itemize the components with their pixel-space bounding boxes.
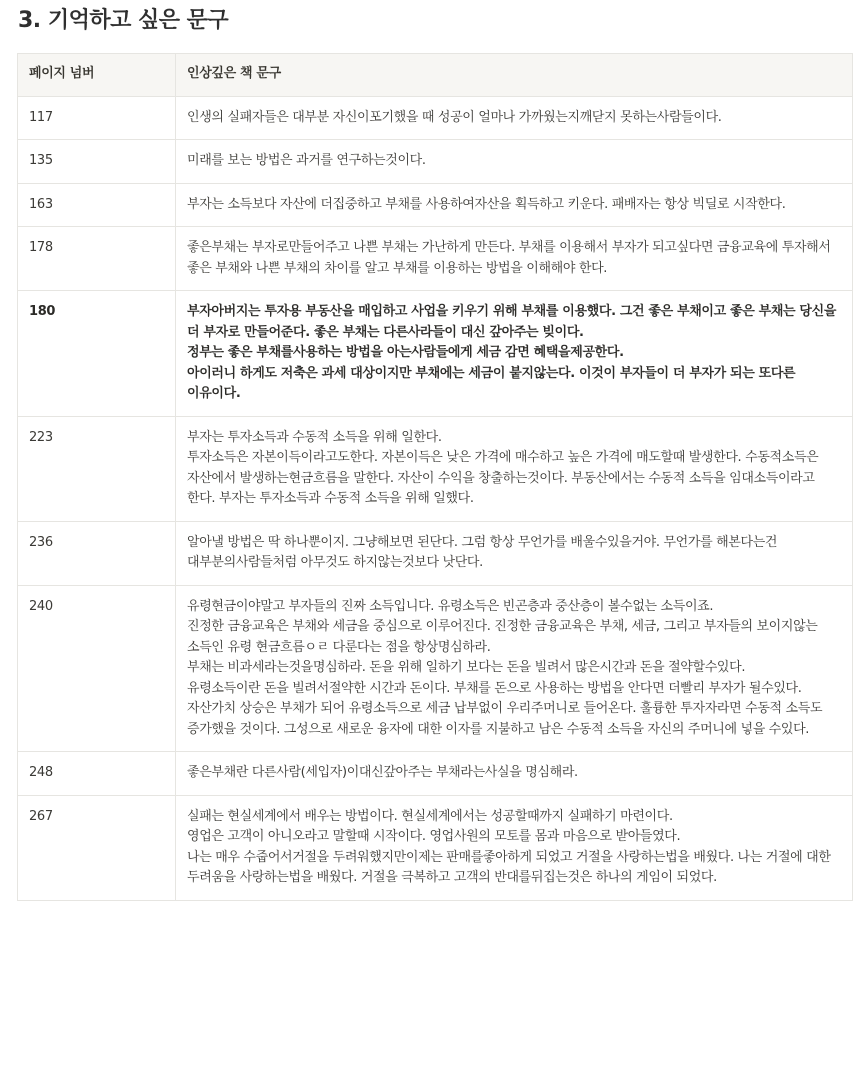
- quote-cell[interactable]: 미래를 보는 방법은 과거를 연구하는것이다.: [176, 140, 853, 184]
- table-row: [18, 521, 853, 585]
- section-title: 3. 기억하고 싶은 문구: [18, 8, 229, 33]
- page-number-cell[interactable]: 135: [18, 140, 176, 184]
- table-row: [18, 227, 853, 291]
- table-row: [18, 416, 853, 521]
- table-row: [18, 183, 853, 227]
- column-header-page[interactable]: 페이지 넘버: [18, 54, 176, 97]
- table-row: [18, 140, 853, 184]
- table-header-row: [18, 54, 853, 97]
- table-row: [18, 291, 853, 417]
- quote-cell[interactable]: 유령현금이야말고 부자들의 진짜 소득입니다. 유령소득은 빈곤층과 중산층이 볼수없는 소득이죠. 진정한 금융교육은 부채와 세금을 중심으로 이루어진다. 진정한 금융교육은 부채, 세금, 그리고 부자들의 보이지않는 소득인 유령 현금흐름ㅇㄹ 다룬다는 점을 항상명심하라. 부채는 비과세라는것을명심하라. 돈을 위해 일하기 보다는 돈을 빌려서 많은시간과 돈을 절약할수있다. 유령소득이란 돈을 빌려서절약한 시간과 돈이다. 부채를 돈으로 사용하는 방법을 안다면 더빨리 부자가 될수있다. 자산가치 상승은 부채가 되어 유령소득으로 세금 납부없이 우리주머니로 들어온다. 훌륭한 투자자라면 수동적 소득도 증가했을 것이다. 그성으로 새로운 융자에 대한 이자를 지불하고 남은 수동적 소득을 자신의 주머니에 넣을 수있다.: [176, 585, 853, 752]
- quote-cell[interactable]: 부자아버지는 투자용 부동산을 매입하고 사업을 키우기 위해 부채를 이용했다. 그건 좋은 부채이고 좋은 부채는 당신을 더 부자로 만들어준다. 좋은 부채는 다른사라들이 대신 갚아주는 빚이다. 정부는 좋은 부채를사용하는 방법을 아는사람들에게 세금 감면 혜택을제공한다. 아이러니 하게도 저축은 과세 대상이지만 부채에는 세금이 붙지않는다. 이것이 부자들이 더 부자가 되는 또다른 이유이다.: [176, 291, 853, 417]
- page-number-cell[interactable]: 163: [18, 183, 176, 227]
- page-number-cell[interactable]: 236: [18, 521, 176, 585]
- page-number-cell[interactable]: 240: [18, 585, 176, 752]
- table-row: [18, 96, 853, 140]
- page-number-cell[interactable]: 267: [18, 795, 176, 900]
- page-number-cell[interactable]: 178: [18, 227, 176, 291]
- quote-cell[interactable]: 좋은부채란 다른사람(세입자)이대신갚아주는 부채라는사실을 명심해라.: [176, 752, 853, 796]
- column-header-quote[interactable]: 인상깊은 책 문구: [176, 54, 853, 97]
- page-number-cell[interactable]: 180: [18, 291, 176, 417]
- quote-cell[interactable]: 부자는 소득보다 자산에 더집중하고 부채를 사용하여자산을 획득하고 키운다. 패배자는 항상 빅딜로 시작한다.: [176, 183, 853, 227]
- table-row: [18, 585, 853, 752]
- table-row: [18, 752, 853, 796]
- quote-cell[interactable]: 좋은부채는 부자로만들어주고 나쁜 부채는 가난하게 만든다. 부채를 이용해서 부자가 되고싶다면 금융교육에 투자해서 좋은 부채와 나쁜 부채의 차이를 알고 부채를 이용하는 방법을 이해해야 한다.: [176, 227, 853, 291]
- page-number-cell[interactable]: 223: [18, 416, 176, 521]
- quote-cell[interactable]: 실패는 현실세계에서 배우는 방법이다. 현실세계에서는 성공할때까지 실패하기 마련이다. 영업은 고객이 아니오라고 말할때 시작이다. 영업사원의 모토를 몸과 마음으로 받아들였다. 나는 매우 수줍어서거절을 두려워했지만이제는 판매를좋아하게 되었고 거절을 사랑하는법을 배웠다. 나는 거절에 대한 두려움을 사랑하는법을 배웠다. 거절을 극복하고 고객의 반대를뒤집는것은 하나의 게임이 되었다.: [176, 795, 853, 900]
- quote-cell[interactable]: 부자는 투자소득과 수동적 소득을 위해 일한다. 투자소득은 자본이득이라고도한다. 자본이득은 낮은 가격에 매수하고 높은 가격에 매도할때 발생한다. 수동적소득은 자산에서 발생하는현금흐름을 말한다. 자산이 수익을 창출하는것이다. 부동산에서는 수동적 소득을 임대소득이라고 한다. 부자는 투자소득과 수동적 소득을 위해 일했다.: [176, 416, 853, 521]
- page-number-cell[interactable]: 117: [18, 96, 176, 140]
- quote-cell[interactable]: 인생의 실패자들은 대부분 자신이포기했을 때 성공이 얼마나 가까웠는지깨닫지 못하는사람들이다.: [176, 96, 853, 140]
- quote-cell[interactable]: 알아낼 방법은 딱 하나뿐이지. 그냥해보면 된단다. 그럼 항상 무언가를 배울수있을거야. 무언가를 해본다는건 대부분의사람들처럼 아무것도 하지않는것보다 낫단다.: [176, 521, 853, 585]
- table-row: [18, 795, 853, 900]
- quotes-table: [17, 53, 853, 901]
- page-number-cell[interactable]: 248: [18, 752, 176, 796]
